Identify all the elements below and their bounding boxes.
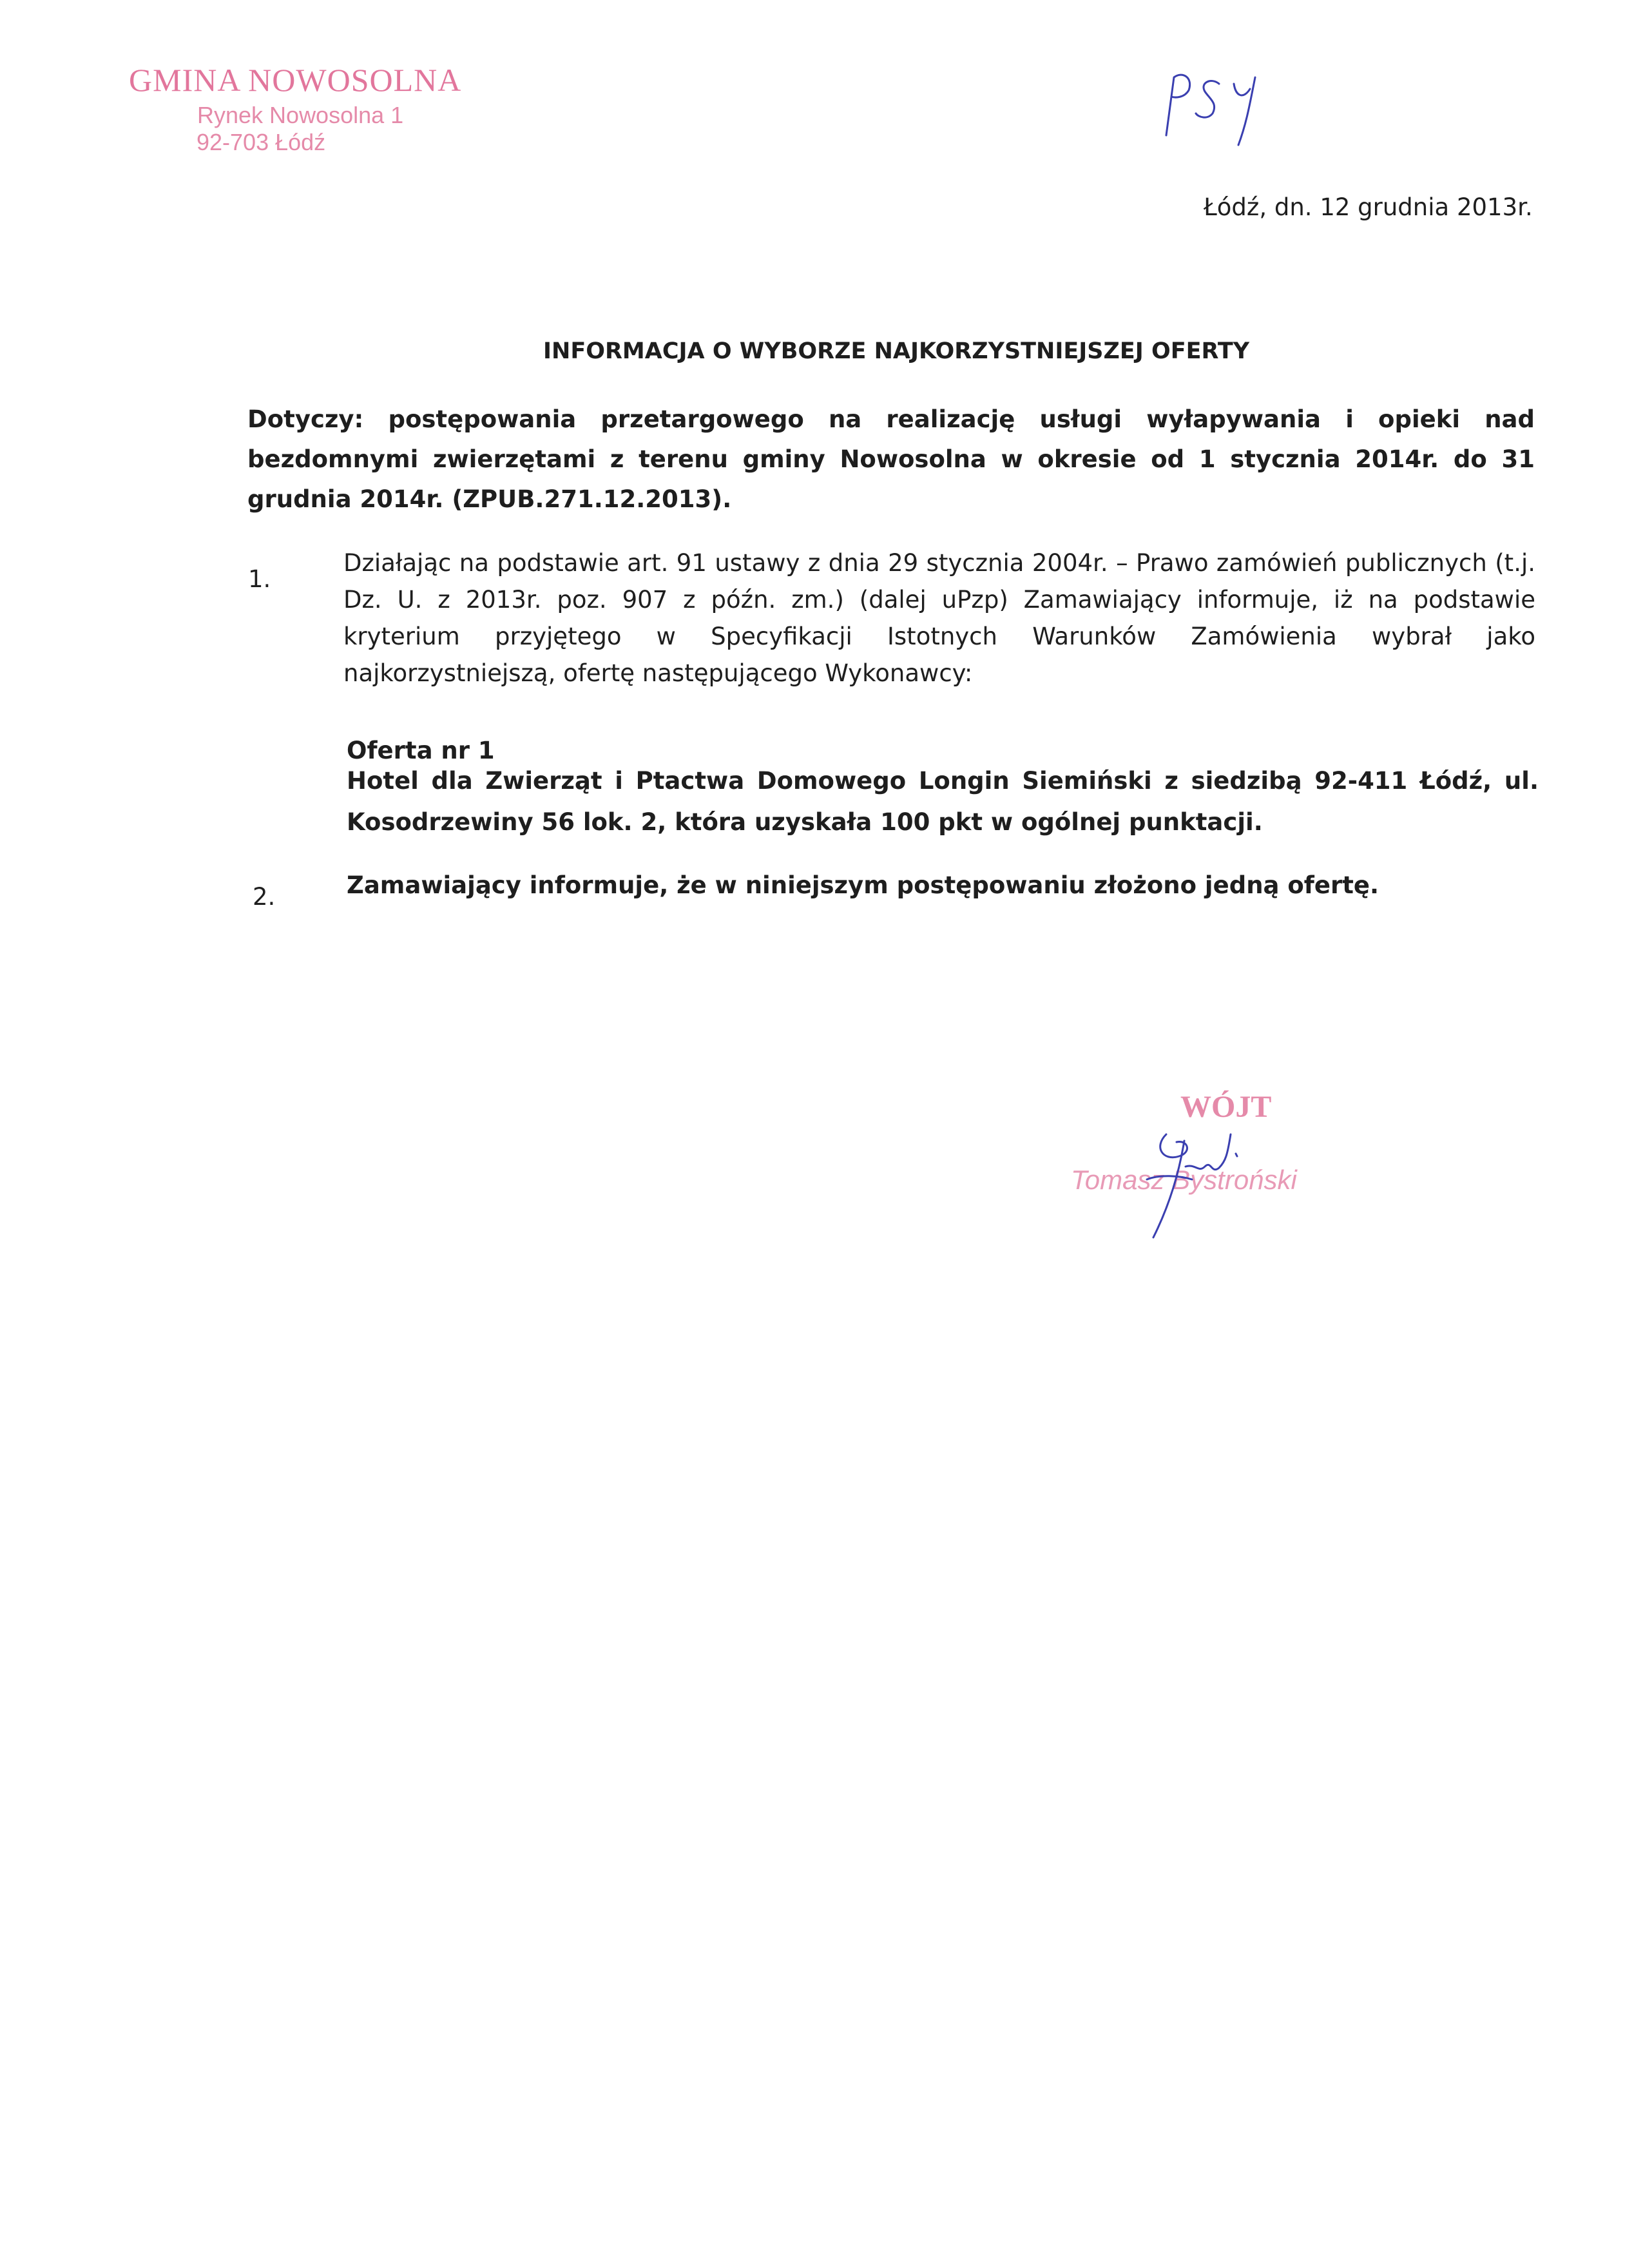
offer-title: Oferta nr 1 bbox=[347, 737, 495, 764]
item-2-text: Zamawiający informuje, że w niniejszym postępowaniu złożono jedną ofertę. bbox=[347, 871, 1379, 899]
signature-stamp-role: WÓJT bbox=[1180, 1090, 1272, 1124]
handwritten-note-psy bbox=[1153, 58, 1282, 155]
stamp-city: 92-703 Łódź bbox=[197, 129, 326, 155]
stamp-street: Rynek Nowosolna 1 bbox=[197, 102, 404, 128]
stamp-institution-name: GMINA NOWOSOLNA bbox=[129, 62, 462, 98]
document-title: INFORMACJA O WYBORZE NAJKORZYSTNIEJSZEJ OFERTY bbox=[543, 338, 1250, 364]
item-1-number: 1. bbox=[248, 565, 271, 593]
item-1-text: Działając na podstawie art. 91 ustawy z dnia 29 stycznia 2004r. – Prawo zamówień publicznych (t.j. Dz. U. z 2013r. poz. 907 z późn. zm.) (dalej uPzp) Zamawiający informuje, iż na podstawie kryterium przyjętego w Specyfikacji Istotnych Warunków Zamówienia wybrał jako najkorzystniejszą, ofertę następującego Wykonawcy: bbox=[343, 549, 1535, 687]
subject-paragraph: Dotyczy: postępowania przetargowego na realizację usługi wyłapywania i opieki nad bezdomnymi zwierzętami z terenu gminy Nowosolna w okresie od 1 stycznia 2014r. do 31 grudnia 2014r. (ZPUB.271.12.2013). bbox=[247, 405, 1535, 513]
signature-stamp-name: Tomasz Bystroński bbox=[1071, 1165, 1297, 1195]
document-date: Łódź, dn. 12 grudnia 2013r. bbox=[1204, 193, 1533, 221]
handwritten-signature bbox=[1108, 1115, 1276, 1244]
offer-details: Hotel dla Zwierząt i Ptactwa Domowego Longin Siemiński z siedzibą 92-411 Łódź, ul. Kosodrzewiny 56 lok. 2, która uzyskała 100 pkt w ogólnej punktacji. bbox=[347, 767, 1539, 836]
item-2-number: 2. bbox=[253, 883, 276, 911]
